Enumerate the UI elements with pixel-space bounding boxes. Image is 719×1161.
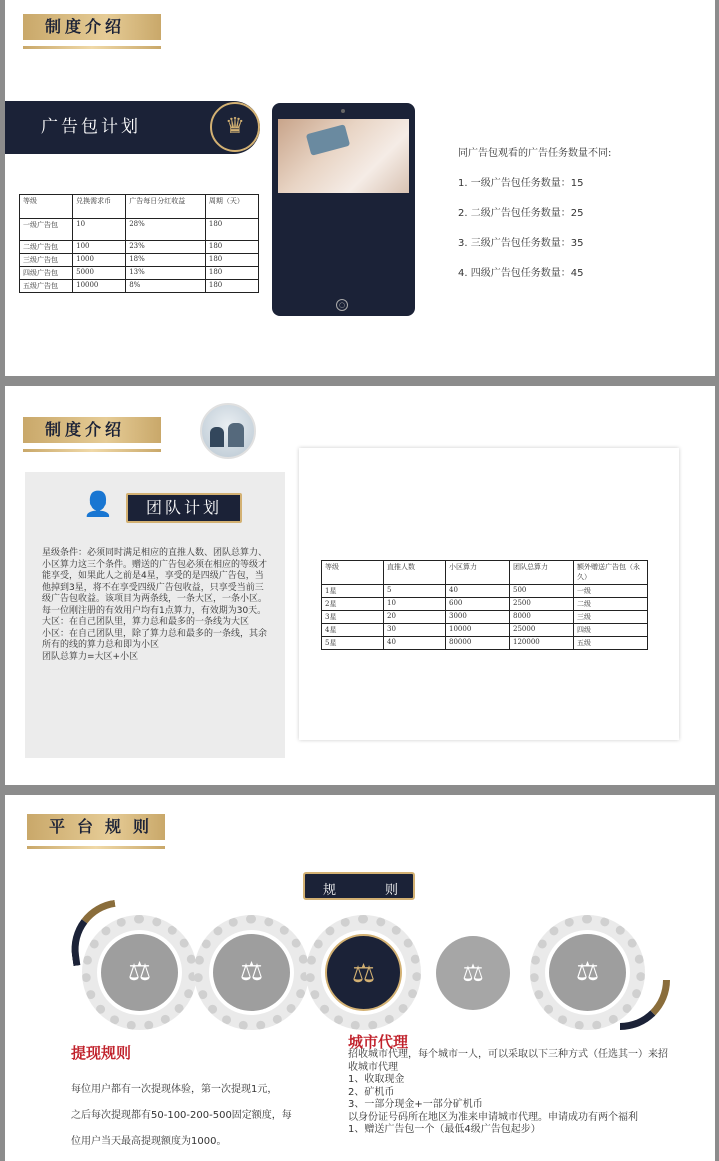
rules-label-left: 规 — [323, 883, 337, 898]
slide-ad-package — [5, 0, 715, 376]
table-cell: 五级广告包 — [20, 280, 73, 293]
table-row — [322, 585, 648, 598]
curved-arrow-icon — [620, 980, 670, 1030]
table-cell: 100 — [73, 241, 126, 254]
table-row — [20, 267, 259, 280]
table-cell: 3星 — [322, 611, 384, 624]
table-cell: 5000 — [73, 267, 126, 280]
table-row — [322, 624, 648, 637]
tablet-screen-photo — [278, 119, 409, 193]
gear-icon-active — [306, 915, 421, 1030]
list-item: 1. 一级广告包任务数量：15 — [458, 178, 584, 189]
home-button-icon: ○ — [336, 299, 348, 311]
table-cell: 1000 — [73, 254, 126, 267]
text-line: 1、收取现金 — [348, 1074, 405, 1085]
text-line: 位用户当天最高提现额度为1000。 — [71, 1136, 227, 1147]
star-level-table — [321, 560, 648, 650]
table-cell: 10000 — [446, 624, 510, 637]
text-line: 3、一部分现金+一部分矿机币 — [348, 1099, 483, 1110]
table-cell: 13% — [126, 267, 206, 280]
table-cell: 3000 — [446, 611, 510, 624]
list-intro: 同广告包观看的广告任务数量不同: — [458, 148, 612, 159]
table-cell: 三级 — [574, 611, 648, 624]
table-cell: 120000 — [510, 637, 574, 650]
table-row — [322, 611, 648, 624]
money-bag-icon: ♛ — [210, 102, 260, 152]
table-cell: 180 — [205, 254, 258, 267]
paragraph: 大区：在自己团队里，算力总和最多的一条线为大区 — [42, 617, 250, 627]
table-cell: 三级广告包 — [20, 254, 73, 267]
table-cell: 1星 — [322, 585, 384, 598]
section-underline — [23, 449, 161, 452]
table-cell: 2星 — [322, 598, 384, 611]
table-cell: 8% — [126, 280, 206, 293]
scale-icon: ⚖ — [325, 934, 402, 1011]
table-header-row — [20, 195, 259, 219]
scale-icon: ⚖ — [436, 936, 510, 1010]
withdraw-title: 提现规则 — [71, 1044, 132, 1062]
table-cell: 40 — [384, 637, 446, 650]
table-cell: 180 — [205, 219, 258, 241]
slide-team-plan — [5, 386, 715, 785]
scale-icon: ⚖ — [101, 934, 178, 1011]
section-title: 平台规则 — [27, 814, 165, 840]
text-line: 招收城市代理，每个城市一人，可以采取以下三种方式（任选其一）来招收城市代理 — [348, 1049, 668, 1073]
city-agent-title: 城市代理 — [348, 1033, 409, 1051]
ad-plan-banner: 广告包计划 — [5, 101, 260, 154]
table-row — [20, 280, 259, 293]
section-underline — [23, 46, 161, 49]
table-cell: 5星 — [322, 637, 384, 650]
paragraph: 星级条件：必须同时满足相应的直推人数、团队总算力、小区算力这三个条件。赠送的广告包必须在相应的等级才能享受，如果此人之前是4星，享受的是四级广告包，当他掉到3星，将不在享受四级广告包收益，只享受当前三级广告包收益。该项目为两条线，一条大区，一条小区。 — [42, 548, 268, 604]
gear-icon — [194, 915, 309, 1030]
table-cell: 5 — [384, 585, 446, 598]
table-header-cell: 额外赠送广告包（永久） — [574, 561, 648, 585]
paragraph: 小区：在自己团队里，除了算力总和最多的一条线，其余所有的线的算力总和即为小区 — [42, 628, 268, 650]
city-agent-text — [348, 1049, 674, 1137]
table-row — [322, 637, 648, 650]
withdraw-text — [71, 1077, 331, 1155]
table-cell: 四级 — [574, 624, 648, 637]
paragraph: 团队总算力=大区+小区 — [42, 651, 139, 662]
table-header-cell: 团队总算力 — [510, 561, 574, 585]
table-row — [20, 241, 259, 254]
team-plan-text — [42, 548, 268, 663]
table-cell: 18% — [126, 254, 206, 267]
table-row — [20, 254, 259, 267]
table-cell: 500 — [510, 585, 574, 598]
table-cell: 180 — [205, 241, 258, 254]
rules-label-right: 则 — [385, 883, 399, 898]
team-plan-label: 团队计划 — [126, 493, 242, 523]
table-cell: 2500 — [510, 598, 574, 611]
table-cell: 180 — [205, 267, 258, 280]
list-item: 4. 四级广告包任务数量：45 — [458, 268, 584, 279]
text-line: 以身份证号码所在地区为准来申请城市代理。申请成功有两个福利 — [348, 1111, 638, 1123]
table-header-cell: 周期（天） — [205, 195, 258, 219]
paragraph: 每一位刚注册的有效用户均有1点算力，有效期为30天。 — [42, 605, 267, 616]
table-header-cell: 等级 — [322, 561, 384, 585]
rules-label — [303, 872, 415, 900]
text-line: 每位用户都有一次提现体验，第一次提现1元， — [71, 1084, 278, 1095]
table-cell: 40 — [446, 585, 510, 598]
gear-icon — [82, 915, 197, 1030]
table-cell: 10 — [384, 598, 446, 611]
table-header-cell: 直推人数 — [384, 561, 446, 585]
table-cell: 30 — [384, 624, 446, 637]
table-row — [322, 598, 648, 611]
task-count-list — [458, 144, 611, 294]
scale-icon: ⚖ — [549, 934, 626, 1011]
table-cell: 一级 — [574, 585, 648, 598]
ad-package-table — [19, 194, 259, 293]
text-line: 2、矿机币 — [348, 1086, 395, 1098]
table-header-cell: 广告每日分红收益 — [126, 195, 206, 219]
table-cell: 8000 — [510, 611, 574, 624]
table-header-cell: 小区算力 — [446, 561, 510, 585]
scale-icon: ⚖ — [213, 934, 290, 1011]
table-cell: 10 — [73, 219, 126, 241]
table-cell: 20 — [384, 611, 446, 624]
table-cell: 五级 — [574, 637, 648, 650]
table-cell: 28% — [126, 219, 206, 241]
text-line: 1、赠送广告包一个（最低4级广告包起步） — [348, 1124, 541, 1135]
table-header-cell: 等级 — [20, 195, 73, 219]
table-header-row — [322, 561, 648, 585]
slide-platform-rules — [5, 795, 715, 1161]
list-item: 3. 三级广告包任务数量：35 — [458, 238, 584, 249]
table-cell: 四级广告包 — [20, 267, 73, 280]
table-cell: 一级广告包 — [20, 219, 73, 241]
table-cell: 二级广告包 — [20, 241, 73, 254]
section-title: 制度介绍 — [23, 417, 161, 443]
table-cell: 80000 — [446, 637, 510, 650]
camera-dot — [341, 109, 345, 113]
user-icon: 👤 — [83, 490, 113, 518]
table-cell: 25000 — [510, 624, 574, 637]
table-cell: 180 — [205, 280, 258, 293]
table-cell: 600 — [446, 598, 510, 611]
table-cell: 23% — [126, 241, 206, 254]
table-cell: 4星 — [322, 624, 384, 637]
table-cell: 10000 — [73, 280, 126, 293]
table-cell: 二级 — [574, 598, 648, 611]
table-row — [20, 219, 259, 241]
section-title: 制度介绍 — [23, 14, 161, 40]
tablet-illustration — [272, 103, 415, 316]
table-header-cell: 兑换需求币 — [73, 195, 126, 219]
section-underline — [27, 846, 165, 849]
meeting-photo — [200, 403, 256, 459]
list-item: 2. 二级广告包任务数量：25 — [458, 208, 584, 219]
text-line: 之后每次提现都有50-100-200-500固定额度，每 — [71, 1110, 292, 1121]
